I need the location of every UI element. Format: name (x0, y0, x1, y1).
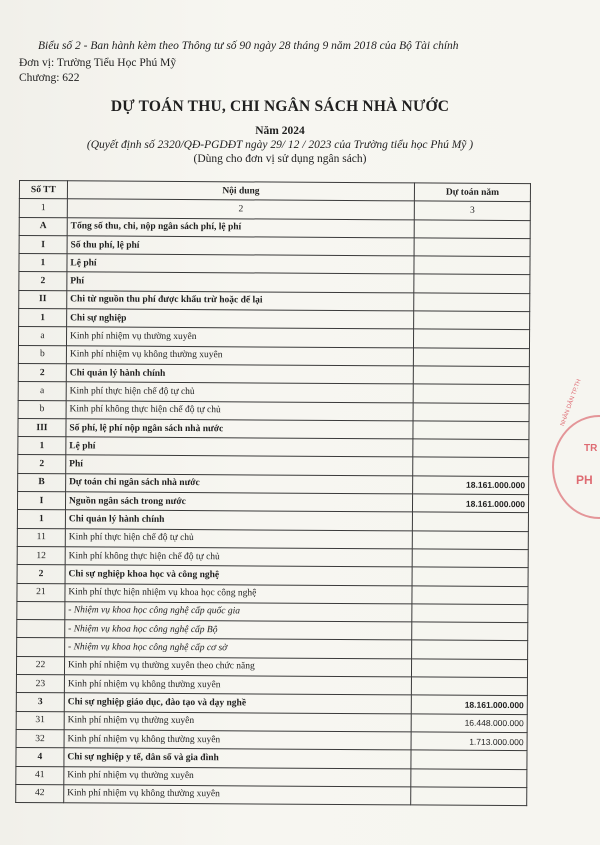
row-content: Kinh phí nhiệm vụ không thường xuyên (64, 730, 411, 750)
stamp-text-1: TR (584, 443, 598, 454)
row-number: 2 (18, 455, 66, 474)
row-number: a (18, 327, 66, 346)
row-number: 4 (16, 748, 64, 767)
row-number: 1 (19, 309, 67, 328)
row-number: b (18, 345, 66, 364)
row-content: Phí (67, 272, 414, 292)
row-content: Kinh phí không thực hiện chế độ tự chủ (65, 547, 412, 567)
row-number (17, 638, 65, 657)
row-content: Kinh phí thực hiện chế độ tự chủ (66, 382, 413, 402)
document-title: DỰ TOÁN THU, CHI NGÂN SÁCH NHÀ NƯỚC (110, 98, 450, 115)
row-amount (414, 238, 530, 257)
row-content: Kinh phí thực hiện nhiệm vụ khoa học công nghệ (65, 583, 412, 603)
row-number: III (18, 418, 66, 437)
row-number: a (18, 382, 66, 401)
row-amount: 18.161.000.000 (411, 695, 527, 714)
form-note: Biểu số 2 - Ban hành kèm theo Thông tư số 90 ngày 28 tháng 9 năm 2018 của Bộ Tài chính (38, 40, 459, 52)
row-content: Kinh phí nhiệm vụ thường xuyên (66, 327, 413, 347)
row-number: 41 (16, 766, 64, 785)
row-content: Kinh phí không thực hiện chế độ tự chủ (66, 400, 413, 420)
row-content: - Nhiệm vụ khoa học công nghệ cấp cơ sở (65, 638, 412, 658)
row-content: Dự toán chi ngân sách nhà nước (66, 474, 413, 494)
row-amount (412, 622, 528, 641)
row-content: Kinh phí nhiệm vụ không thường xuyên (64, 785, 411, 805)
header-content: Nội dung (67, 181, 414, 201)
row-amount: 1.713.000.000 (411, 732, 527, 751)
chapter-code: Chương: 622 (19, 72, 80, 84)
row-amount (413, 421, 529, 440)
row-amount: 16.448.000.000 (411, 714, 527, 733)
row-number: 23 (16, 675, 64, 694)
row-amount: 18.161.000.000 (413, 494, 529, 513)
row-content: Lệ phí (67, 254, 414, 274)
row-content: Số thu phí, lệ phí (67, 236, 414, 256)
row-content: Kinh phí nhiệm vụ thường xuyên (64, 711, 411, 731)
row-amount (411, 787, 527, 806)
row-amount (414, 293, 530, 312)
usage-note: (Dùng cho đơn vị sử dụng ngân sách) (193, 153, 367, 165)
stamp-text-2: PH (576, 473, 593, 487)
header-amount: Dự toán năm (414, 183, 530, 202)
row-number: 12 (17, 546, 65, 565)
row-content: - Nhiệm vụ khoa học công nghệ cấp quốc gia (65, 602, 412, 622)
row-amount (414, 311, 530, 330)
index-col-3: 3 (414, 201, 530, 220)
row-content: Kinh phí nhiệm vụ không thường xuyên (64, 675, 411, 695)
row-number: 11 (17, 528, 65, 547)
row-amount: 18.161.000.000 (413, 476, 529, 495)
row-amount (414, 329, 530, 348)
row-number: 2 (19, 272, 67, 291)
row-number: 3 (16, 693, 64, 712)
row-content: Kinh phí nhiệm vụ thường xuyên (64, 766, 411, 786)
row-amount (411, 768, 527, 787)
row-number: 21 (17, 583, 65, 602)
header-no: Số TT (19, 181, 67, 200)
row-content: Kinh phí nhiệm vụ không thường xuyên (66, 345, 413, 365)
row-content: Chi quản lý hành chính (65, 510, 412, 530)
row-content: Chi sự nghiệp y tế, dân số và gia đình (64, 748, 411, 768)
stamp-ring-text: NHÂN DÂN TP.TH (560, 378, 583, 428)
row-amount (412, 604, 528, 623)
row-amount (413, 402, 529, 421)
row-content: Chi sự nghiệp giáo dục, đào tạo và dạy nghề (64, 693, 411, 713)
row-amount (411, 677, 527, 696)
row-content: Kinh phí thực hiện chế độ tự chủ (65, 528, 412, 548)
row-content: Số phí, lệ phí nộp ngân sách nhà nước (66, 419, 413, 439)
row-number: 2 (17, 565, 65, 584)
row-content: Phí (66, 455, 413, 475)
row-content: Lệ phí (66, 437, 413, 457)
row-content: Chi sự nghiệp khoa học và công nghệ (65, 565, 412, 585)
row-content: - Nhiệm vụ khoa học công nghệ cấp Bộ (65, 620, 412, 640)
row-amount (412, 585, 528, 604)
row-amount (412, 640, 528, 659)
row-amount (412, 512, 528, 531)
row-amount (413, 439, 529, 458)
row-number: I (19, 235, 67, 254)
row-amount (412, 567, 528, 586)
row-amount (413, 384, 529, 403)
row-content: Kinh phí nhiệm vụ thường xuyên theo chức năng (64, 657, 411, 677)
row-amount (413, 457, 529, 476)
index-col-2: 2 (67, 199, 414, 219)
row-number: I (17, 492, 65, 511)
row-number: b (18, 400, 66, 419)
row-number (17, 620, 65, 639)
row-number: A (19, 217, 67, 236)
row-content: Chi sự nghiệp (67, 309, 414, 329)
row-content: Nguồn ngân sách trong nước (65, 492, 412, 512)
unit-name: Đơn vị: Trường Tiểu Học Phú Mỹ (19, 57, 177, 69)
row-number: 1 (18, 437, 66, 456)
row-content: Chi quản lý hành chính (66, 364, 413, 384)
budget-table (15, 180, 531, 806)
row-number: 1 (19, 254, 67, 273)
row-content: Chi từ nguồn thu phí được khấu trừ hoặc để lại (67, 291, 414, 311)
document-year: Năm 2024 (255, 125, 305, 137)
table-row (16, 784, 527, 805)
row-amount (411, 750, 527, 769)
row-content: Tổng số thu, chi, nộp ngân sách phí, lệ phí (67, 217, 414, 237)
row-amount (412, 659, 528, 678)
row-number (17, 601, 65, 620)
row-amount (412, 531, 528, 550)
row-number: 2 (18, 363, 66, 382)
row-number: 31 (16, 711, 64, 730)
row-number: 32 (16, 729, 64, 748)
row-amount (414, 274, 530, 293)
row-number: 22 (16, 656, 64, 675)
row-amount (413, 366, 529, 385)
row-number: 42 (16, 784, 64, 803)
row-amount (414, 220, 530, 239)
row-number: 1 (17, 510, 65, 529)
row-number: II (19, 290, 67, 309)
index-col-1: 1 (19, 199, 67, 218)
row-amount (412, 549, 528, 568)
row-amount (413, 348, 529, 367)
decision-reference: (Quyết định số 2320/QĐ-PGDĐT ngày 29/ 12 / 2023 của Trường tiểu học Phú Mỹ ) (86, 139, 474, 151)
red-seal-stamp (552, 378, 600, 519)
row-number: B (18, 473, 66, 492)
row-amount (414, 256, 530, 275)
